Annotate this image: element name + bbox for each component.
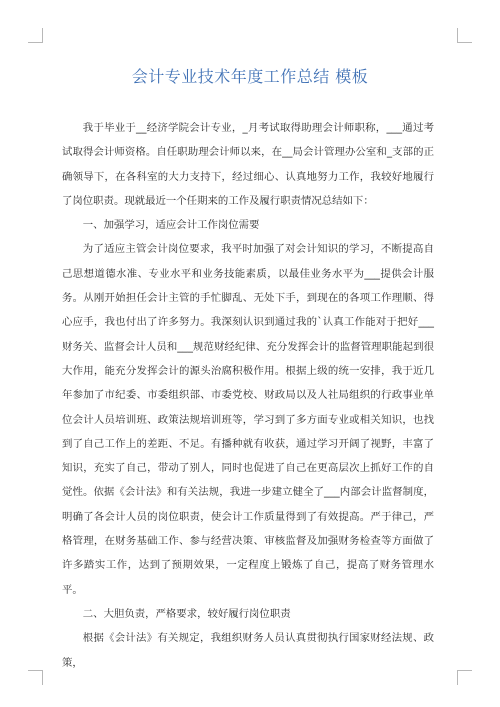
crop-mark-top-left: [28, 28, 43, 43]
crop-mark-bottom-right: [457, 670, 472, 685]
paragraph-intro: 我于毕业于__经济学院会计专业，_月考试取得助理会计师职称，___通过考试取得会计师资格。自任职助理会计师以来，在__局会计管理办公室和_支部的正确领导下，在各科室的大力支持下，经过细心、认真地努力工作，我较好地履行了岗位职责。现就最近一个任期来的工作及履行职责情况总结如下：: [62, 122, 434, 207]
paragraph-study: 为了适应主管会计岗位要求，我平时加强了对会计知识的学习，不断提高自己思想道德水准、专业水平和业务技能素质，以最佳业务水平为___提供会计服务。从刚开始担任会计主管的手忙脚乱、无处下手，到现在的各项工作理顺、得心应手，我也付出了许多努力。我深刻认识到通过我的`认真工作能对于把好___财务关、监督会计人员和___规范财经纪律、充分发挥会计的监督管理职能起到很大作用，能充分发挥会计的源头治腐积极作用。根据上级的统一安排，我于近几年参加了市纪委、市委组织部、市委党校、财政局以及人社局组织的行政事业单位会计人员培训班、政策法规培训班等，学习到了多方面专业或相关知识，也找到了自己工作上的差距、不足。有播种就有收获，通过学习开阔了视野，丰富了知识，充实了自己，带动了别人，同时也促进了自己在更高层次上抓好工作的自觉性。依据《会计法》和有关法规，我进一步建立健全了___内部会计监督制度，明确了各会计人员的岗位职责，使会计工作质量得到了有效提高。严于律己，严格管理，在财务基础工作、参与经营决策、审核监督及加强财务检查等方面做了许多踏实工作，达到了预期效果，一定程度上锻炼了自己，提高了财务管理水平。: [62, 243, 434, 596]
section-heading-2: 二、大胆负责，严格要求，较好履行岗位职责: [82, 607, 291, 620]
document-body: [62, 116, 434, 675]
section-heading-1: 一、加强学习，适应会计工作岗位需要: [82, 219, 260, 232]
document-title: 会计专业技术年度工作总结 模板: [131, 67, 369, 86]
crop-mark-top-right: [457, 28, 472, 43]
crop-mark-bottom-left: [28, 670, 43, 685]
paragraph-duties: 根据《会计法》有关规定，我组织财务人员认真贯彻执行国家财经法规、政策，: [62, 632, 434, 669]
